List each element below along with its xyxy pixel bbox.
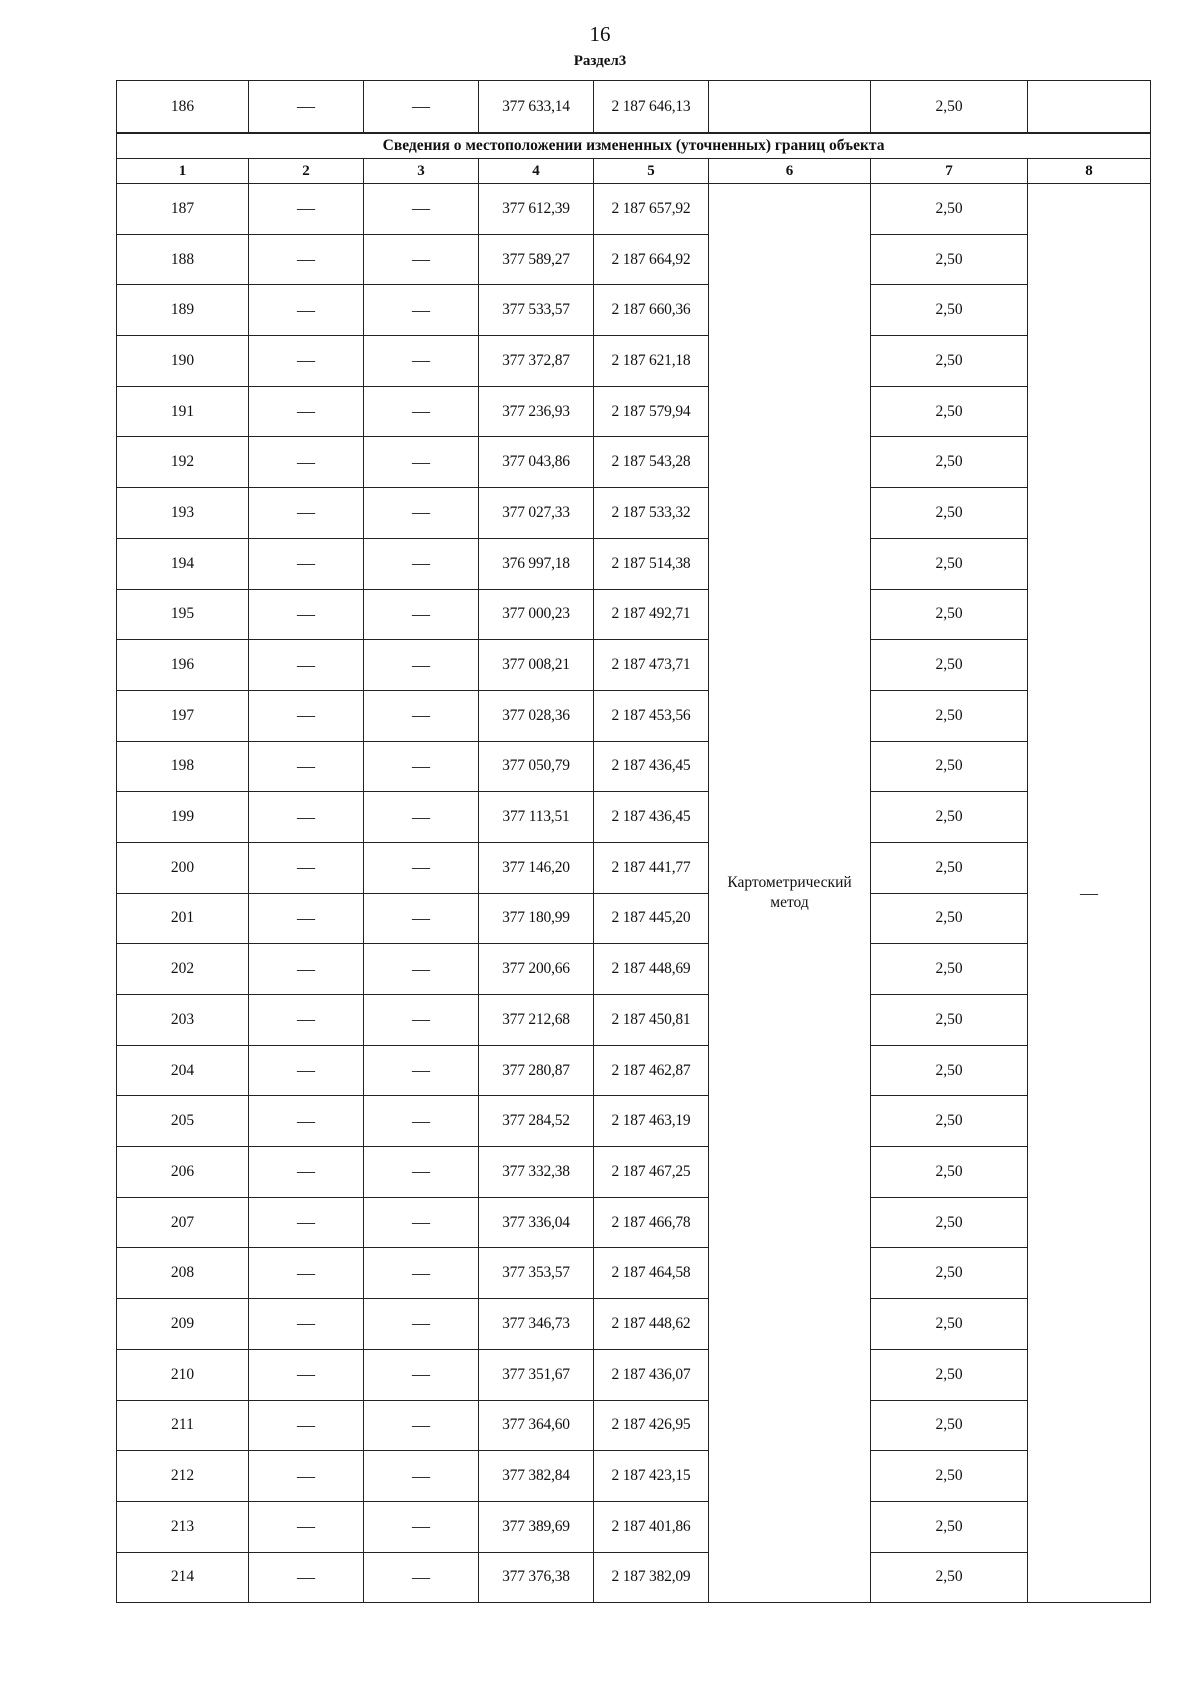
- accuracy-value: 2,50: [871, 1096, 1028, 1147]
- table-row: [117, 1147, 1151, 1198]
- point-number: 206: [117, 1147, 249, 1198]
- col8-cell: —: [1028, 184, 1151, 1603]
- cell-col2: —: [249, 386, 364, 437]
- coord-y: 2 187 533,32: [594, 488, 709, 539]
- coord-y: 2 187 463,19: [594, 1096, 709, 1147]
- cell-col3: —: [364, 640, 479, 691]
- cell-col2: —: [249, 944, 364, 995]
- cell-col2: —: [249, 1197, 364, 1248]
- cell-col2: —: [249, 1400, 364, 1451]
- cell-col2: —: [249, 741, 364, 792]
- point-number: 211: [117, 1400, 249, 1451]
- cell-col2: —: [249, 437, 364, 488]
- point-number: 191: [117, 386, 249, 437]
- table-row: [117, 386, 1151, 437]
- table-row: [117, 893, 1151, 944]
- coord-y: 2 187 436,45: [594, 741, 709, 792]
- accuracy-value: 2,50: [871, 1045, 1028, 1096]
- table-row: [117, 1299, 1151, 1350]
- table-row: [117, 944, 1151, 995]
- accuracy-value: 2,50: [871, 81, 1028, 133]
- point-number: 188: [117, 234, 249, 285]
- cell-col3: —: [364, 792, 479, 843]
- cell-col2: —: [249, 995, 364, 1046]
- coord-x: 377 212,68: [479, 995, 594, 1046]
- coord-x: 377 050,79: [479, 741, 594, 792]
- coord-y: 2 187 660,36: [594, 285, 709, 336]
- coord-x: 377 043,86: [479, 437, 594, 488]
- cell-col2: —: [249, 792, 364, 843]
- table-row: [117, 1096, 1151, 1147]
- coord-x: 377 113,51: [479, 792, 594, 843]
- cell-col3: —: [364, 184, 479, 235]
- point-number: 212: [117, 1451, 249, 1502]
- cell-col2: —: [249, 234, 364, 285]
- cell-col3: —: [364, 1451, 479, 1502]
- coord-y: 2 187 579,94: [594, 386, 709, 437]
- table-row: [117, 741, 1151, 792]
- method-cell: Картометрический метод: [709, 184, 871, 1603]
- coord-y: 2 187 436,07: [594, 1349, 709, 1400]
- coord-x: 377 332,38: [479, 1147, 594, 1198]
- table-row: [117, 690, 1151, 741]
- point-number: 200: [117, 842, 249, 893]
- accuracy-value: 2,50: [871, 944, 1028, 995]
- previous-page-row-table: [116, 80, 1151, 133]
- coord-y: 2 187 448,62: [594, 1299, 709, 1350]
- table-row: [117, 1349, 1151, 1400]
- coord-x: 377 284,52: [479, 1096, 594, 1147]
- coord-x: 377 180,99: [479, 893, 594, 944]
- cell-col3: —: [364, 1349, 479, 1400]
- page-number: 16: [589, 22, 611, 46]
- coord-y: 2 187 401,86: [594, 1501, 709, 1552]
- cell-col2: —: [249, 81, 364, 133]
- coord-x: 377 376,38: [479, 1552, 594, 1603]
- point-number: 209: [117, 1299, 249, 1350]
- cell-col3: —: [364, 538, 479, 589]
- accuracy-value: 2,50: [871, 184, 1028, 235]
- cell-col8: [1028, 81, 1151, 133]
- coord-y: 2 187 646,13: [594, 81, 709, 133]
- cell-col3: —: [364, 1096, 479, 1147]
- cell-col3: —: [364, 336, 479, 387]
- coord-x: 377 382,84: [479, 1451, 594, 1502]
- accuracy-value: 2,50: [871, 1299, 1028, 1350]
- cell-col2: —: [249, 1248, 364, 1299]
- cell-col2: —: [249, 285, 364, 336]
- accuracy-value: 2,50: [871, 538, 1028, 589]
- coord-y: 2 187 621,18: [594, 336, 709, 387]
- table-subheader-row: [117, 134, 1151, 159]
- table-row: [117, 1451, 1151, 1502]
- accuracy-value: 2,50: [871, 1400, 1028, 1451]
- accuracy-value: 2,50: [871, 336, 1028, 387]
- table-row: [117, 1501, 1151, 1552]
- cell-col2: —: [249, 336, 364, 387]
- coord-y: 2 187 445,20: [594, 893, 709, 944]
- cell-col6: [709, 81, 871, 133]
- table-row: [117, 1197, 1151, 1248]
- coord-x: 377 589,27: [479, 234, 594, 285]
- point-number: 203: [117, 995, 249, 1046]
- cell-col2: —: [249, 1501, 364, 1552]
- cell-col2: —: [249, 488, 364, 539]
- cell-col3: —: [364, 1248, 479, 1299]
- point-number: 214: [117, 1552, 249, 1603]
- cell-col3: —: [364, 944, 479, 995]
- accuracy-value: 2,50: [871, 285, 1028, 336]
- table-row: [117, 285, 1151, 336]
- accuracy-value: 2,50: [871, 1349, 1028, 1400]
- section-title: Раздел3: [573, 53, 627, 69]
- cell-col3: —: [364, 995, 479, 1046]
- accuracy-value: 2,50: [871, 234, 1028, 285]
- cell-col2: —: [249, 1147, 364, 1198]
- accuracy-value: 2,50: [871, 995, 1028, 1046]
- column-number: 7: [871, 159, 1028, 184]
- coord-x: 377 346,73: [479, 1299, 594, 1350]
- cell-col3: —: [364, 589, 479, 640]
- coord-y: 2 187 426,95: [594, 1400, 709, 1451]
- coord-y: 2 187 464,58: [594, 1248, 709, 1299]
- coord-y: 2 187 436,45: [594, 792, 709, 843]
- accuracy-value: 2,50: [871, 893, 1028, 944]
- coord-x: 377 280,87: [479, 1045, 594, 1096]
- column-number: 3: [364, 159, 479, 184]
- cell-col2: —: [249, 538, 364, 589]
- coord-y: 2 187 382,09: [594, 1552, 709, 1603]
- coord-x: 377 364,60: [479, 1400, 594, 1451]
- coord-x: 377 612,39: [479, 184, 594, 235]
- coord-y: 2 187 423,15: [594, 1451, 709, 1502]
- cell-col3: —: [364, 1299, 479, 1350]
- point-number: 199: [117, 792, 249, 843]
- table-subheader: Сведения о местоположении измененных (уточненных) границ объекта: [117, 134, 1151, 159]
- accuracy-value: 2,50: [871, 1501, 1028, 1552]
- accuracy-value: 2,50: [871, 1248, 1028, 1299]
- cell-col2: —: [249, 640, 364, 691]
- column-number: 6: [709, 159, 871, 184]
- accuracy-value: 2,50: [871, 386, 1028, 437]
- table-row: [117, 1045, 1151, 1096]
- accuracy-value: 2,50: [871, 842, 1028, 893]
- accuracy-value: 2,50: [871, 690, 1028, 741]
- accuracy-value: 2,50: [871, 1552, 1028, 1603]
- coord-y: 2 187 450,81: [594, 995, 709, 1046]
- table-row: [117, 1400, 1151, 1451]
- cell-col2: —: [249, 1045, 364, 1096]
- cell-col2: —: [249, 184, 364, 235]
- table-row: [117, 640, 1151, 691]
- cell-col3: —: [364, 893, 479, 944]
- accuracy-value: 2,50: [871, 1451, 1028, 1502]
- cell-col3: —: [364, 488, 479, 539]
- coord-y: 2 187 473,71: [594, 640, 709, 691]
- cell-col3: —: [364, 1501, 479, 1552]
- coord-x: 377 389,69: [479, 1501, 594, 1552]
- coord-x: 377 372,87: [479, 336, 594, 387]
- coord-x: 376 997,18: [479, 538, 594, 589]
- coord-y: 2 187 453,56: [594, 690, 709, 741]
- point-number: 213: [117, 1501, 249, 1552]
- point-number: 204: [117, 1045, 249, 1096]
- cell-col2: —: [249, 589, 364, 640]
- cell-col3: —: [364, 1147, 479, 1198]
- point-number: 186: [117, 81, 249, 133]
- boundary-coordinates-table: [116, 133, 1151, 1603]
- cell-col2: —: [249, 1451, 364, 1502]
- accuracy-value: 2,50: [871, 640, 1028, 691]
- cell-col3: —: [364, 234, 479, 285]
- accuracy-value: 2,50: [871, 589, 1028, 640]
- coord-x: 377 200,66: [479, 944, 594, 995]
- cell-col3: —: [364, 1552, 479, 1603]
- column-number: 1: [117, 159, 249, 184]
- cell-col3: —: [364, 81, 479, 133]
- table-row: [117, 1248, 1151, 1299]
- cell-col2: —: [249, 842, 364, 893]
- coord-y: 2 187 514,38: [594, 538, 709, 589]
- cell-col2: —: [249, 893, 364, 944]
- point-number: 207: [117, 1197, 249, 1248]
- point-number: 205: [117, 1096, 249, 1147]
- coord-y: 2 187 657,92: [594, 184, 709, 235]
- coord-x: 377 008,21: [479, 640, 594, 691]
- coord-x: 377 353,57: [479, 1248, 594, 1299]
- table-row: [117, 234, 1151, 285]
- point-number: 189: [117, 285, 249, 336]
- coord-x: 377 336,04: [479, 1197, 594, 1248]
- table-row: [117, 589, 1151, 640]
- table-row: [117, 995, 1151, 1046]
- table-row: [117, 488, 1151, 539]
- point-number: 208: [117, 1248, 249, 1299]
- accuracy-value: 2,50: [871, 792, 1028, 843]
- coord-x: 377 146,20: [479, 842, 594, 893]
- table-row: [117, 336, 1151, 387]
- coord-y: 2 187 462,87: [594, 1045, 709, 1096]
- point-number: 190: [117, 336, 249, 387]
- coord-y: 2 187 543,28: [594, 437, 709, 488]
- cell-col2: —: [249, 1349, 364, 1400]
- column-number: 8: [1028, 159, 1151, 184]
- point-number: 192: [117, 437, 249, 488]
- table-row: [117, 437, 1151, 488]
- table-row: [117, 538, 1151, 589]
- table-row: [117, 81, 1151, 133]
- coord-y: 2 187 492,71: [594, 589, 709, 640]
- point-number: 201: [117, 893, 249, 944]
- cell-col2: —: [249, 1299, 364, 1350]
- point-number: 187: [117, 184, 249, 235]
- table-row: [117, 184, 1151, 235]
- column-number: 5: [594, 159, 709, 184]
- cell-col2: —: [249, 690, 364, 741]
- cell-col3: —: [364, 741, 479, 792]
- accuracy-value: 2,50: [871, 741, 1028, 792]
- cell-col3: —: [364, 386, 479, 437]
- column-number-row: [117, 159, 1151, 184]
- point-number: 195: [117, 589, 249, 640]
- point-number: 198: [117, 741, 249, 792]
- table-row: [117, 792, 1151, 843]
- coord-y: 2 187 441,77: [594, 842, 709, 893]
- accuracy-value: 2,50: [871, 1147, 1028, 1198]
- coord-x: 377 027,33: [479, 488, 594, 539]
- cell-col2: —: [249, 1096, 364, 1147]
- point-number: 210: [117, 1349, 249, 1400]
- coord-x: 377 000,23: [479, 589, 594, 640]
- cell-col3: —: [364, 437, 479, 488]
- point-number: 197: [117, 690, 249, 741]
- cell-col3: —: [364, 1197, 479, 1248]
- cell-col3: —: [364, 1045, 479, 1096]
- point-number: 202: [117, 944, 249, 995]
- cell-col3: —: [364, 1400, 479, 1451]
- coord-x: 377 028,36: [479, 690, 594, 741]
- cell-col3: —: [364, 842, 479, 893]
- point-number: 196: [117, 640, 249, 691]
- coord-y: 2 187 466,78: [594, 1197, 709, 1248]
- column-number: 2: [249, 159, 364, 184]
- coord-y: 2 187 448,69: [594, 944, 709, 995]
- coord-x: 377 351,67: [479, 1349, 594, 1400]
- coord-y: 2 187 664,92: [594, 234, 709, 285]
- coord-x: 377 633,14: [479, 81, 594, 133]
- cell-col3: —: [364, 285, 479, 336]
- accuracy-value: 2,50: [871, 488, 1028, 539]
- point-number: 194: [117, 538, 249, 589]
- cell-col2: —: [249, 1552, 364, 1603]
- accuracy-value: 2,50: [871, 1197, 1028, 1248]
- point-number: 193: [117, 488, 249, 539]
- column-number: 4: [479, 159, 594, 184]
- accuracy-value: 2,50: [871, 437, 1028, 488]
- table-row: [117, 842, 1151, 893]
- coord-x: 377 236,93: [479, 386, 594, 437]
- table-row: [117, 1552, 1151, 1603]
- cell-col3: —: [364, 690, 479, 741]
- coord-x: 377 533,57: [479, 285, 594, 336]
- coord-y: 2 187 467,25: [594, 1147, 709, 1198]
